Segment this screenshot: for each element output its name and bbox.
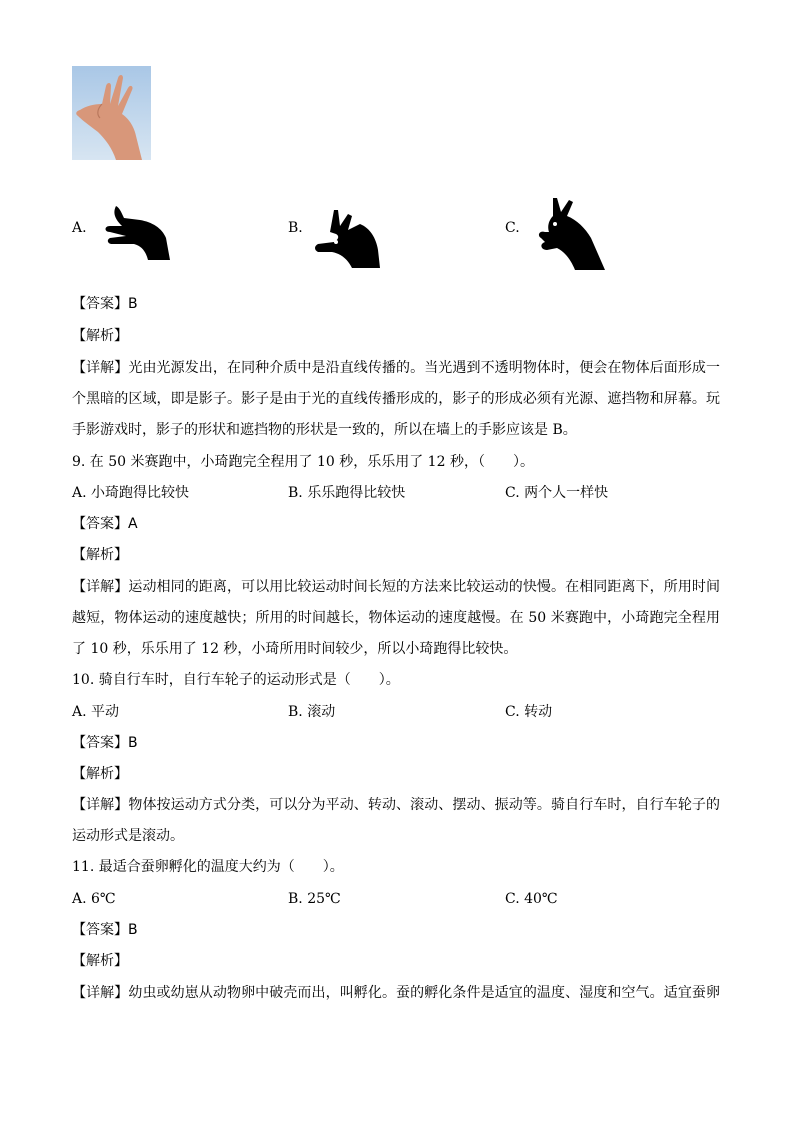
q8-answer: 【答案】B bbox=[72, 296, 138, 312]
q8-detail-line-3: 手影游戏时，影子的形状和遮挡物的形状是一致的，所以在墙上的手影应该是 B。 bbox=[72, 422, 577, 438]
option-b-label: B. bbox=[288, 220, 303, 236]
q11-detail-line-1: 【详解】幼虫或幼崽从动物卵中破壳而出，叫孵化。蚕的孵化条件是适宜的温度、湿度和空气。适宜蚕卵 bbox=[72, 985, 720, 1001]
q9-answer: 【答案】A bbox=[72, 516, 138, 532]
q8-detail-line-2: 个黑暗的区域，即是影子。影子是由于光的直线传播形成的，影子的形成必须有光源、遮挡物和屏幕。玩 bbox=[72, 391, 720, 407]
q10-question: 10. 骑自行车时，自行车轮子的运动形式是（ ）。 bbox=[72, 672, 400, 688]
rabbit-shadow-icon bbox=[535, 196, 607, 270]
dog-shadow-icon bbox=[102, 204, 172, 260]
q8-analysis-heading: 【解析】 bbox=[72, 328, 128, 344]
q11-option-c: C. 40℃ bbox=[505, 891, 558, 907]
q11-analysis-heading: 【解析】 bbox=[72, 953, 128, 969]
q9-detail-line-3: 了 10 秒，乐乐用了 12 秒，小琦所用时间较少，所以小琦跑得比较快。 bbox=[72, 641, 518, 657]
q9-question: 9. 在 50 米赛跑中，小琦跑完全程用了 10 秒，乐乐用了 12 秒，（ ）。 bbox=[72, 454, 534, 470]
q10-answer: 【答案】B bbox=[72, 735, 138, 751]
q10-analysis-heading: 【解析】 bbox=[72, 766, 128, 782]
q10-option-c: C. 转动 bbox=[505, 704, 553, 720]
q11-option-a: A. 6℃ bbox=[72, 891, 116, 907]
q9-detail-line-1: 【详解】运动相同的距离，可以用比较运动时间长短的方法来比较运动的快慢。在相同距离下，所用时间 bbox=[72, 579, 720, 595]
option-c-label: C. bbox=[505, 220, 520, 236]
q11-option-b: B. 25℃ bbox=[288, 891, 341, 907]
q9-analysis-heading: 【解析】 bbox=[72, 547, 128, 563]
q9-option-b: B. 乐乐跑得比较快 bbox=[288, 485, 406, 501]
option-a-label: A. bbox=[72, 220, 87, 236]
q10-detail-line-1: 【详解】物体按运动方式分类，可以分为平动、转动、滚动、摆动、振动等。骑自行车时，自行车轮子的 bbox=[72, 797, 720, 813]
q10-detail-line-2: 运动形式是滚动。 bbox=[72, 828, 184, 844]
hand-gesture-photo bbox=[72, 66, 151, 160]
q9-detail-line-2: 越短，物体运动的速度越快；所用的时间越长，物体运动的速度越慢。在 50 米赛跑中，小琦跑完全程用 bbox=[72, 610, 720, 626]
hand-shadow-icon bbox=[314, 208, 380, 268]
q9-option-c: C. 两个人一样快 bbox=[505, 485, 609, 501]
q10-option-b: B. 滚动 bbox=[288, 704, 336, 720]
q10-option-a: A. 平动 bbox=[72, 704, 120, 720]
q9-option-a: A. 小琦跑得比较快 bbox=[72, 485, 190, 501]
q11-question: 11. 最适合蚕卵孵化的温度大约为（ ）。 bbox=[72, 859, 344, 875]
q8-detail-line-1: 【详解】光由光源发出，在同种介质中是沿直线传播的。当光遇到不透明物体时，便会在物体后面形成一 bbox=[72, 360, 720, 376]
q11-answer: 【答案】B bbox=[72, 922, 138, 938]
